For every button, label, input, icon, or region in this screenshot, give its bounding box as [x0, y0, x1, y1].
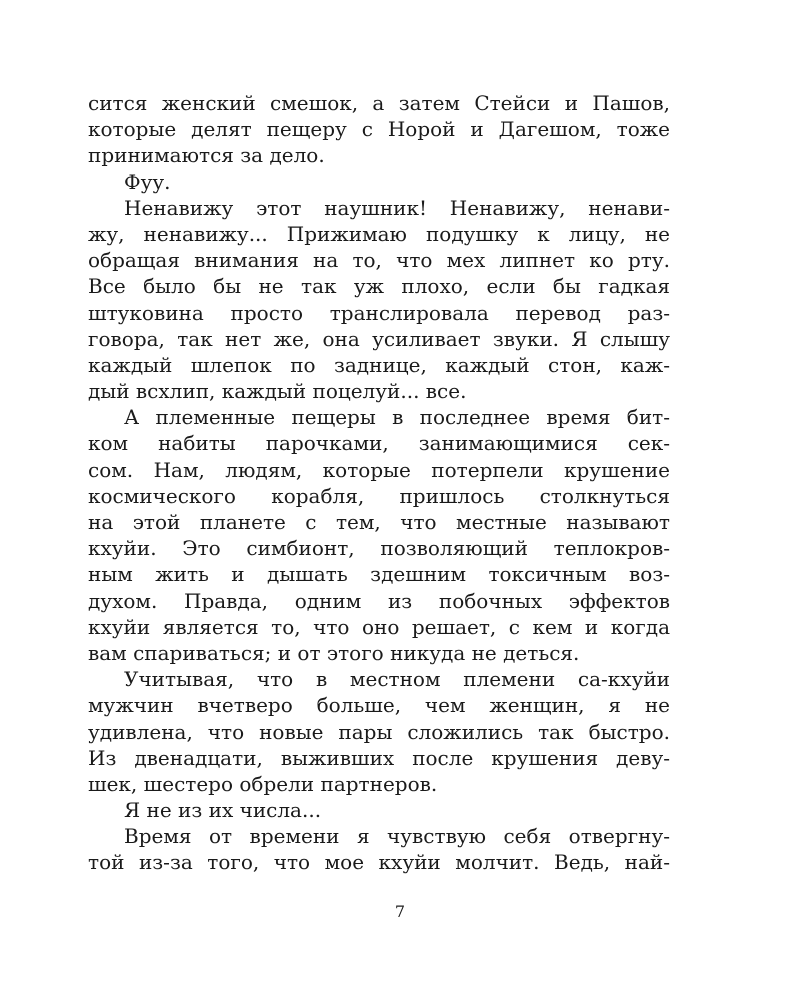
text-line: обращая внимания на то, что мех липнет ко рту. — [88, 248, 670, 273]
page-number: 7 — [394, 902, 406, 921]
text-line: ным жить и дышать здешним токсичным воз- — [88, 562, 670, 587]
text-line: шек, шестеро обрели партнеров. — [88, 771, 438, 796]
text-line: той из-за того, что мое кхуйи молчит. Ведь, най- — [88, 850, 670, 875]
text-line: каждый шлепок по заднице, каждый стон, каж- — [88, 352, 670, 377]
text-line: мужчин вчетверо больше, чем женщин, я не — [88, 693, 670, 718]
text-line: на этой планете с тем, что местные называют — [88, 510, 670, 534]
text-line: А племенные пещеры в последнее время бит- — [124, 405, 670, 430]
text-line: сом. Нам, людям, которые потерпели крушение — [88, 457, 670, 482]
text-line: ком набиты парочками, занимающимися сек- — [88, 431, 670, 456]
text-line: Фуу. — [124, 169, 171, 194]
text-line: которые делят пещеру с Норой и Дагешом, тоже — [88, 117, 670, 142]
text-line: вам спариваться; и от этого никуда не деться. — [88, 640, 580, 665]
text-line: Время от времени я чувствую себя отвергну- — [124, 824, 670, 849]
text-line: дый всхлип, каждый поцелуй... все. — [88, 379, 467, 404]
text-line: духом. Правда, одним из побочных эффектов — [88, 588, 670, 613]
text-line: Из двенадцати, выживших после крушения деву- — [88, 745, 670, 770]
text-line: сится женский смешок, а затем Стейси и Пашов, — [88, 91, 670, 115]
text-line: штуковина просто транслировала перевод раз- — [88, 300, 670, 325]
text-line: Я не из их числа... — [124, 798, 322, 823]
text-line: принимаются за дело. — [88, 143, 325, 168]
text-line: космического корабля, пришлось столкнуться — [88, 483, 670, 508]
text-line: удивлена, что новые пары сложились так быстро. — [88, 719, 670, 744]
text-line: кхуйи является то, что оно решает, с кем и когда — [88, 614, 670, 639]
text-line: Учитывая, что в местном племени са-кхуйи — [124, 667, 670, 692]
text-line: Ненавижу этот наушник! Ненавижу, ненави- — [124, 195, 670, 220]
text-line: говора, так нет же, она усиливает звуки. Я слышу — [88, 326, 670, 351]
text-line: кхуйи. Это симбионт, позволяющий теплокров- — [88, 536, 670, 561]
text-line: Все было бы не так уж плохо, если бы гадкая — [88, 274, 670, 299]
page-body — [88, 90, 670, 876]
text-line: жу, ненавижу... Прижимаю подушку к лицу, не — [88, 221, 670, 246]
